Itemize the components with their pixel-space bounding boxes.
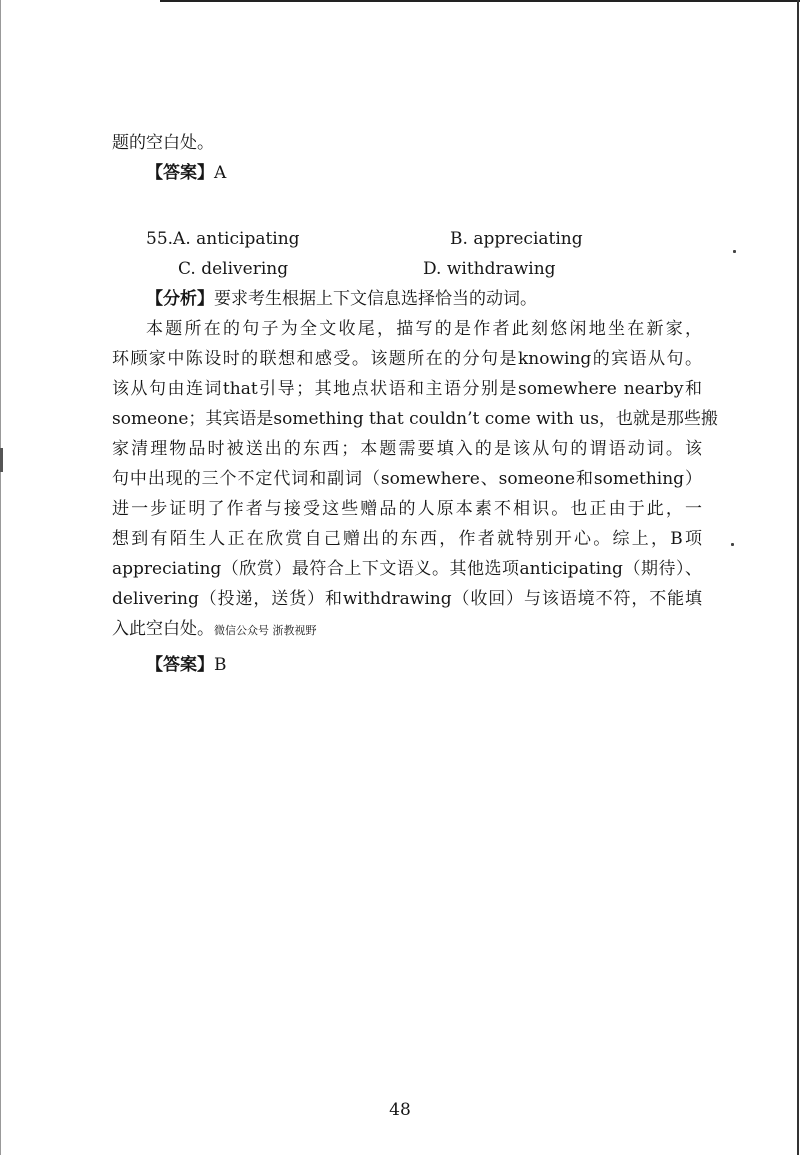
answer-value: B [214,655,227,675]
scan-speck [733,250,736,253]
answer-label: 【答案】 [146,655,214,675]
analysis-line: 想到有陌生人正在欣赏自己赠出的东西，作者就特别开心。综上，B项 [112,529,702,549]
option-d: D. withdrawing [423,259,556,279]
analysis-last-text: 入此空白处。 [112,619,214,639]
page-number: 48 [389,1100,411,1120]
option-c: C. delivering [178,259,289,279]
analysis-line: 家清理物品时被送出的东西；本题需要填入的是该从句的谓语动词。该 [112,439,702,459]
analysis-line: appreciating（欣赏）最符合上下文语义。其他选项anticipating（期待）、 [112,559,702,579]
scan-speck [731,543,734,546]
analysis-intro: 要求考生根据上下文信息选择恰当的动词。 [214,289,537,309]
options-row-2 [112,254,702,284]
analysis-label: 【分析】 [146,289,214,309]
document-body [112,128,718,680]
option-b: B. appreciating [450,229,583,249]
analysis-line: someone；其宾语是something that couldn’t come with us，也就是那些搬 [112,409,718,429]
analysis-line: delivering（投递，送货）和withdrawing（收回）与该语境不符，不能填 [112,589,702,609]
analysis-line: 进一步证明了作者与接受这些赠品的人原本素不相识。也正由于此，一 [112,499,702,519]
analysis-line: 句中出现的三个不定代词和副词（somewhere、someone和something） [112,469,702,489]
question-number: 55. [146,229,174,249]
scan-mark [0,448,3,472]
options-row-1 [112,224,702,254]
answer-value: A [214,163,227,183]
analysis-line: 该从句由连词that引导；其地点状语和主语分别是somewhere nearby和 [112,379,702,399]
intro-line: 题的空白处。 [112,133,214,153]
analysis-line: 本题所在的句子为全文收尾，描写的是作者此刻悠闲地坐在新家， [146,319,702,339]
watermark-text: 微信公众号 浙教视野 [214,624,317,637]
analysis-line: 环顾家中陈设时的联想和感受。该题所在的分句是knowing的宾语从句。 [112,349,702,369]
analysis-last-line [112,614,702,644]
answer-label: 【答案】 [146,163,214,183]
option-a: A. anticipating [173,229,300,249]
top-border [160,0,800,2]
spacer [112,188,702,224]
analysis-heading [112,284,702,314]
answer-line [112,158,702,188]
right-border [797,0,799,1155]
left-border [0,0,1,1155]
answer-line [112,650,702,680]
